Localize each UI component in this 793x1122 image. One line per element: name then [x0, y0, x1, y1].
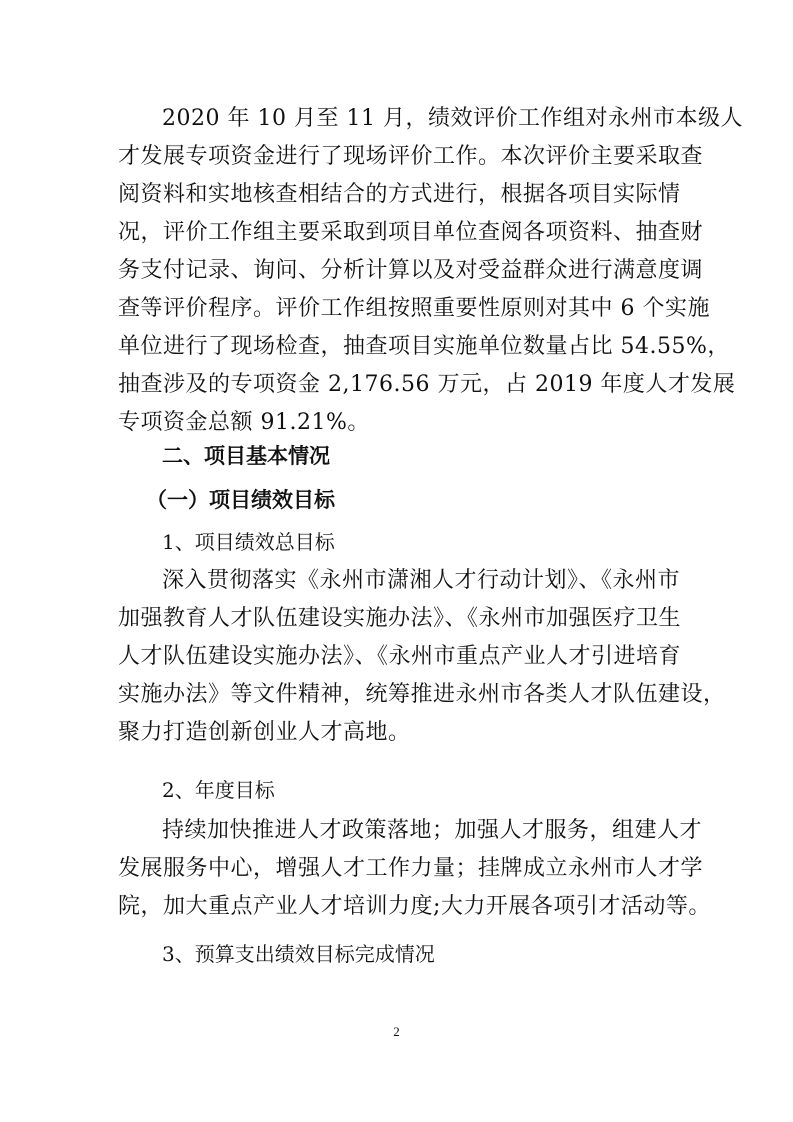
item-heading-overall-goal: 1、项目绩效总目标 [162, 530, 335, 554]
text-line: 务支付记录、询问、分析计算以及对受益群众进行满意度调 [118, 258, 704, 283]
text-line: 发展服务中心，增强人才工作力量；挂牌成立永州市人才学 [118, 856, 704, 881]
paragraph-annual-goal [118, 812, 711, 926]
subsection-heading-performance-goals: （一）项目绩效目标 [146, 488, 335, 512]
text-line: 人才队伍建设实施办法》、《永州市重点产业人才引进培育 [118, 644, 682, 669]
text-line: 实施办法》等文件精神，统筹推进永州市各类人才队伍建设， [118, 682, 726, 707]
text-line: 聚力打造创新创业人才高地。 [118, 720, 411, 745]
paragraph-overall-goal [118, 562, 726, 752]
text-line: 单位进行了现场检查，抽查项目实施单位数量占比 54.55%， [118, 334, 730, 359]
section-heading-project-basics: 二、项目基本情况 [162, 444, 330, 468]
item-heading-budget-goal: 3、预算支出绩效目标完成情况 [162, 942, 435, 966]
text-line: 2020 年 10 月至 11 月，绩效评价工作组对永州市本级人 [162, 106, 743, 131]
text-line: 阅资料和实地核查相结合的方式进行，根据各项目实际情 [118, 182, 681, 207]
text-line: 加强教育人才队伍建设实施办法》、《永州市加强医疗卫生 [118, 606, 682, 631]
text-line: 专项资金总额 91.21%。 [118, 410, 370, 435]
text-line: 院，加大重点产业人才培训力度;大力开展各项引才活动等。 [118, 894, 711, 919]
text-line: 查等评价程序。评价工作组按照重要性原则对其中 6 个实施 [118, 296, 710, 321]
page-number: 2 [393, 1024, 400, 1039]
text-line: 深入贯彻落实《永州市潇湘人才行动计划》、《永州市 [162, 568, 681, 593]
text-line: 才发展专项资金进行了现场评价工作。本次评价主要采取查 [118, 144, 704, 169]
item-heading-annual-goal: 2、年度目标 [162, 778, 275, 802]
text-line: 持续加快推进人才政策落地；加强人才服务，组建人才 [162, 818, 703, 843]
paragraph-evaluation-process [118, 100, 743, 442]
text-line: 况，评价工作组主要采取到项目单位查阅各项资料、抽查财 [118, 220, 704, 245]
text-line: 抽查涉及的专项资金 2,176.56 万元，占 2019 年度人才发展 [118, 372, 736, 397]
